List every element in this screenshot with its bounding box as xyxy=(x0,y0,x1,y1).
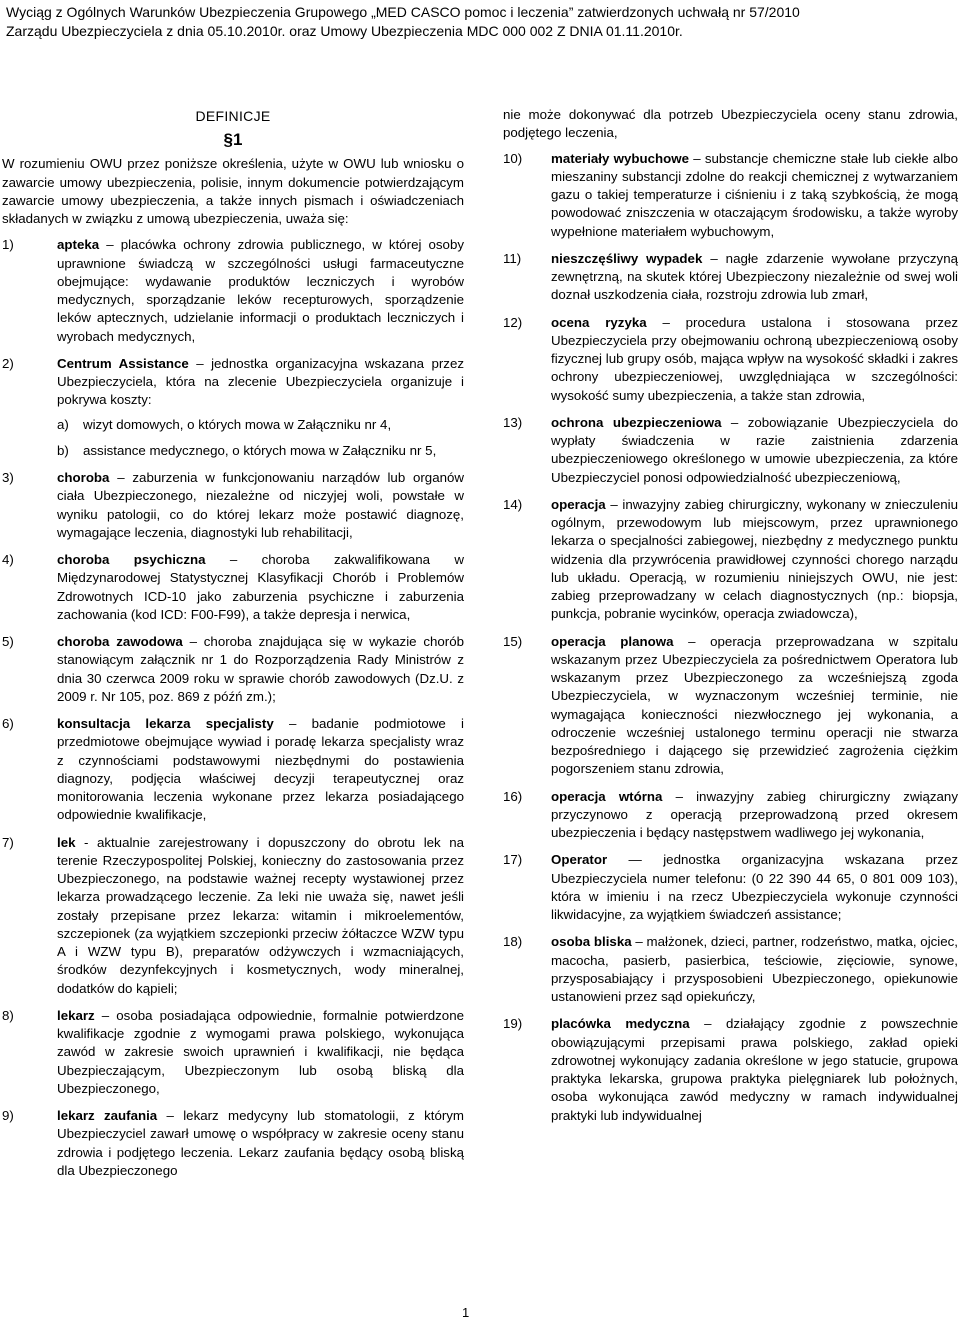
subitem-text: assistance medycznego, o których mowa w Załączniku nr 5, xyxy=(83,442,437,458)
section-title: DEFINICJE xyxy=(195,108,271,124)
definition-term: konsultacja lekarza specjalisty xyxy=(57,716,274,731)
definition-text: – choroba znajdująca się w wykazie chorób stanowiącym załącznik nr 1 do Rozporządzenia Rady Ministrów z dnia 30 czerwca 2009 roku w sprawie chorób zawodowych (Dz.U. z 2009 r. Nr 105, poz. 869 z późń zm.); xyxy=(57,634,465,704)
definition-term: choroba psychiczna xyxy=(57,552,206,567)
subitem-text: wizyt domowych, o których mowa w Załączniku nr 4, xyxy=(83,416,392,432)
subitem-letter: a) xyxy=(57,416,69,432)
definition-number: 15) xyxy=(503,633,523,649)
definition-text: – substancje chemiczne stałe lub ciekłe albo mieszaniny substancji zdolne do reakcji chemicznej z wytwarzaniem gazu o takiej temperaturze i ciśnieniu i z taką szybkością, że mogą powodować zniszczenia w otaczającym środowisku, a także wyroby wypełnione materiałem wybuchowym, xyxy=(551,150,958,239)
definition-number: 17) xyxy=(503,852,523,868)
definition-term: choroba zawodowa xyxy=(57,634,183,649)
definition-item xyxy=(2,834,464,998)
definition-term: lek xyxy=(57,834,76,850)
section-number: §1 xyxy=(223,130,243,150)
definition-text: – nagłe zdarzenie wywołane przyczyną zewnętrzną, na skutek której Ubezpieczony niezależnie od swej woli doznał uszkodzenia ciała, rozstroju zdrowia lub zmarł, xyxy=(551,250,958,303)
definition-number: 16) xyxy=(503,788,523,804)
header-line-2: Zarządu Ubezpieczyciela z dnia 05.10.2010r. oraz Umowy Ubezpieczenia MDC 000 002 Z DNIA 01.11.2010r. xyxy=(6,23,683,39)
definition-term: ochrona ubezpieczeniowa xyxy=(551,414,722,430)
definition-item xyxy=(503,788,958,843)
definitions-list-left xyxy=(2,236,464,1180)
definition-term: Centrum Assistance xyxy=(57,355,189,371)
definition-item xyxy=(2,1107,464,1180)
definition-term: nieszczęśliwy wypadek xyxy=(551,250,703,266)
definition-item xyxy=(503,1015,958,1125)
definition-number: 4) xyxy=(2,552,14,567)
definition-text: – działający zgodnie z powszechnie obowiązującymi przepisami prawa polskiego, zakład opieki zdrowotnej wykonujący zadania określone w jego statucie, grupowa praktyka lekarska, grupowa praktyka pielęgniarek lub położnych, osoba wykonująca zawód medyczny w ramach indywidualnej praktyki lub indywidualnej xyxy=(551,1016,958,1123)
definition-number: 18) xyxy=(503,934,523,950)
definition-text: - aktualnie zarejestrowany i dopuszczony do obrotu lek na terenie Rzeczypospolitej Polskiej, konieczny do zastosowania przez Ubezpieczonego, na podstawie ważnej recepty wystawionej przez lekarza prowadzącego leczenie. Za leki nie uważa się, nawet jeśli zostały przepisane przez lekarza: witamin i mikroelementów, szczepionek (za wyjątkiem szczepionki przeciw żółtaczce WZW typu A i WZW typu B), preparatów odżywczych i wzmacniających, środków dezynfekcyjnych i kosmetycznych, wody mineralnej, dodatków do kąpieli; xyxy=(57,834,464,996)
definition-text: – inwazyjny zabieg chirurgiczny, wykonany w znieczuleniu ogólnym, przewodowym lub miejscowym, przez uprawnionego lekarza o specjalności zabiegowej, niezbędny z medycznego punktu widzenia dla przywrócenia prawidłowej czynności chorego narządu lub układu. Operacją, w rozumieniu niniejszych OWU, nie jest: zabieg przeprowadzany w celach diagnostycznych (np.: biopsja, punkcja, pobranie wycinków, operacja zwiadowcza), xyxy=(551,496,958,622)
definition-number: 3) xyxy=(2,470,14,485)
definition-text: – osoba posiadająca odpowiednie, formalnie potwierdzone kwalifikacje zgodnie z wymogami prawa polskiego, wykonująca zawód w zakresie swoich uprawnień i kwalifikacji, nie będąca Ubezpieczającym, Ubezpieczonym lub osobą bliską dla Ubezpieczonego, xyxy=(57,1007,464,1096)
definition-number: 12) xyxy=(503,314,523,330)
definition-number: 7) xyxy=(2,834,14,850)
definition-item xyxy=(503,414,958,487)
definition-term: lekarz zaufania xyxy=(57,1108,158,1123)
left-column xyxy=(2,106,464,1189)
definition-number: 1) xyxy=(2,237,14,253)
definition-number: 11) xyxy=(503,250,522,266)
definition-number: 5) xyxy=(2,634,14,649)
definition-term: operacja planowa xyxy=(551,633,674,649)
definition-item xyxy=(2,355,464,460)
definition-text: – inwazyjny zabieg chirurgiczny związany przyczynowo z operacją przeprowadzoną przed okresem ubezpieczenia i będący następstwem wadliwego jej wykonania, xyxy=(551,788,958,840)
definition-text: – procedura ustalona i stosowana przez Ubezpieczyciela przy obejmowaniu ochroną ubezpieczeniową osoby fizycznej lub grupy osób, mająca wpływ na wysokość składki i zakres ochrony ubezpieczeniowej, uwzględniająca w szczególności: wysokość sumy ubezpieczenia, a także stan zdrowia, xyxy=(551,314,959,403)
document-header xyxy=(6,3,954,41)
definitions-list-right xyxy=(503,106,958,1125)
definition-item xyxy=(503,633,958,779)
definition-number: 14) xyxy=(503,496,523,512)
page-number: 1 xyxy=(462,1305,470,1320)
definition-term: choroba xyxy=(57,470,110,485)
definition-text: — jednostka organizacyjna wskazana przez Ubezpieczyciela numer telefonu: (0 22 390 44 65, 0 801 009 103), która w imieniu i na rzecz Ubezpieczyciela wykonuje czynności likwidacyjne, za wyjątkiem świadczeń assistance; xyxy=(551,852,958,922)
definition-text: nie może dokonywać dla potrzeb Ubezpieczyciela oceny stanu zdrowia, podjętego leczenia, xyxy=(503,107,958,141)
definition-item xyxy=(503,150,958,241)
definition-item xyxy=(2,1007,464,1098)
definition-item xyxy=(2,469,464,542)
definition-text: – małżonek, dzieci, partner, rodzeństwo, matka, ojciec, macocha, pasierb, pasierbica, teściowie, zięciowie, synowe, przysposabiający i przysposobieni Ubezpieczonego, opiekunowie ustanowieni przez sąd opiekuńczy, xyxy=(551,934,958,1004)
definition-number: 10) xyxy=(503,150,523,166)
definition-item xyxy=(503,314,958,405)
subitem-letter: b) xyxy=(57,442,69,458)
definition-term: placówka medyczna xyxy=(551,1016,690,1032)
definition-subitem xyxy=(57,416,464,434)
definition-term: lekarz xyxy=(57,1007,95,1023)
definition-text: – lekarz medycyny lub stomatologii, z którym Ubezpieczyciel zawarł umowę o współpracy w zakresie oceny stanu zdrowia i podjętego leczenia. Lekarz zaufania będący osobą bliską dla Ubezpieczonego xyxy=(57,1108,464,1178)
definition-item xyxy=(503,250,958,305)
definition-item xyxy=(2,633,464,706)
definition-text: – operacja przeprowadzana w szpitalu wskazanym przez Ubezpieczyciela za pośrednictwem Operatora lub wskazanym przez Ubezpieczonego za wcześniejszą zgoda Ubezpieczyciela, w wyznaczonym wcześniej terminie, nie wymagająca konieczności niezwłocznego jej wykonania, a odroczenie wcześniej ustalonego terminu operacji nie stwarza bezpośredniego i dającego się przewidzieć zagrożenia ciężkim pogorszeniem stanu zdrowia, xyxy=(551,633,958,777)
definition-text: – jednostka organizacyjna wskazana przez Ubezpieczyciela, która na zlecenie Ubezpieczyciela organizuje i pokrywa koszty: xyxy=(57,355,464,408)
definition-text: – badanie podmiotowe i przedmiotowe obejmujące wywiad i poradę lekarza specjalisty wraz z czynnościami podstawowymi niezbędnymi do postawienia diagnozy, podjęcia właściwej decyzji terapeutycznej oraz monitorowania leczenia wykonane przez lekarza posiadającego odpowiednie kwalifikacje, xyxy=(57,716,464,823)
definition-number: 2) xyxy=(2,355,14,371)
right-column xyxy=(503,106,958,1134)
definition-item xyxy=(503,933,958,1006)
definition-continuation xyxy=(503,106,958,143)
definition-item xyxy=(2,551,464,624)
definition-text: – placówka ochrony zdrowia publicznego, w której osoby uprawnione świadczą w szczególności usługi farmaceutyczne obejmujące: wydawanie produktów leczniczych i wyrobów medycznych, sporządzanie leków recepturowych, sporządzenie leków aptecznych, udzielanie informacji o produktach leczniczych i wyrobach medycznych, xyxy=(57,237,464,344)
definition-term: operacja wtórna xyxy=(551,788,663,804)
definition-text: – zobowiązanie Ubezpieczyciela do wypłaty świadczenia w razie zaistnienia zdarzenia ubezpieczeniowego określonego w umowie ubezpieczenia, za które Ubezpieczyciel ponosi odpowiedzialność ubezpieczeniową, xyxy=(551,414,959,485)
definition-number: 8) xyxy=(2,1007,14,1023)
header-line-1: Wyciąg z Ogólnych Warunków Ubezpieczenia Grupowego „MED CASCO pomoc i leczenia” zatwierdzonych uchwałą nr 57/2010 xyxy=(6,4,800,20)
definition-term: ocena ryzyka xyxy=(551,314,647,330)
definition-number: 13) xyxy=(503,414,523,430)
definition-text: – choroba zakwalifikowana w Międzynarodowej Statystycznej Klasyfikacji Chorób i Problemów Zdrowotnych ICD-10 jako zaburzenia psychiczne i zaburzenia zachowania (kod ICD: F00-F99), a także depresja i nerwica, xyxy=(57,552,464,622)
definition-term: apteka xyxy=(57,237,100,253)
definition-item xyxy=(2,236,464,346)
definition-subitem xyxy=(57,442,464,460)
definition-text: – zaburzenia w funkcjonowaniu narządów lub organów ciała Ubezpieczonego, niezależne od niczyjej woli, powstałe w wyniku patologii, co do której lekarz może postawić diagnozę, wymagające leczenia, diagnostyki lub rehabilitacji, xyxy=(57,470,464,540)
definition-number: 6) xyxy=(2,716,14,731)
definition-item xyxy=(503,851,958,924)
definition-number: 9) xyxy=(2,1108,14,1123)
definition-term: Operator xyxy=(551,852,608,868)
definition-item xyxy=(2,715,464,825)
definition-term: materiały wybuchowe xyxy=(551,150,689,166)
definition-term: osoba bliska xyxy=(551,934,632,950)
definition-item xyxy=(503,496,958,624)
definition-number: 19) xyxy=(503,1016,523,1032)
section-intro: W rozumieniu OWU przez poniższe określenia, użyte w OWU lub wniosku o zawarcie umowy ubezpieczenia, polisie, innym dokumencie potwierdzającym zawarcie umowy ubezpieczenia, a także innych pismach i oświadczeniach składanych w związku z umową ubezpieczenia, uważa się: xyxy=(2,156,464,226)
definition-term: operacja xyxy=(551,496,606,512)
